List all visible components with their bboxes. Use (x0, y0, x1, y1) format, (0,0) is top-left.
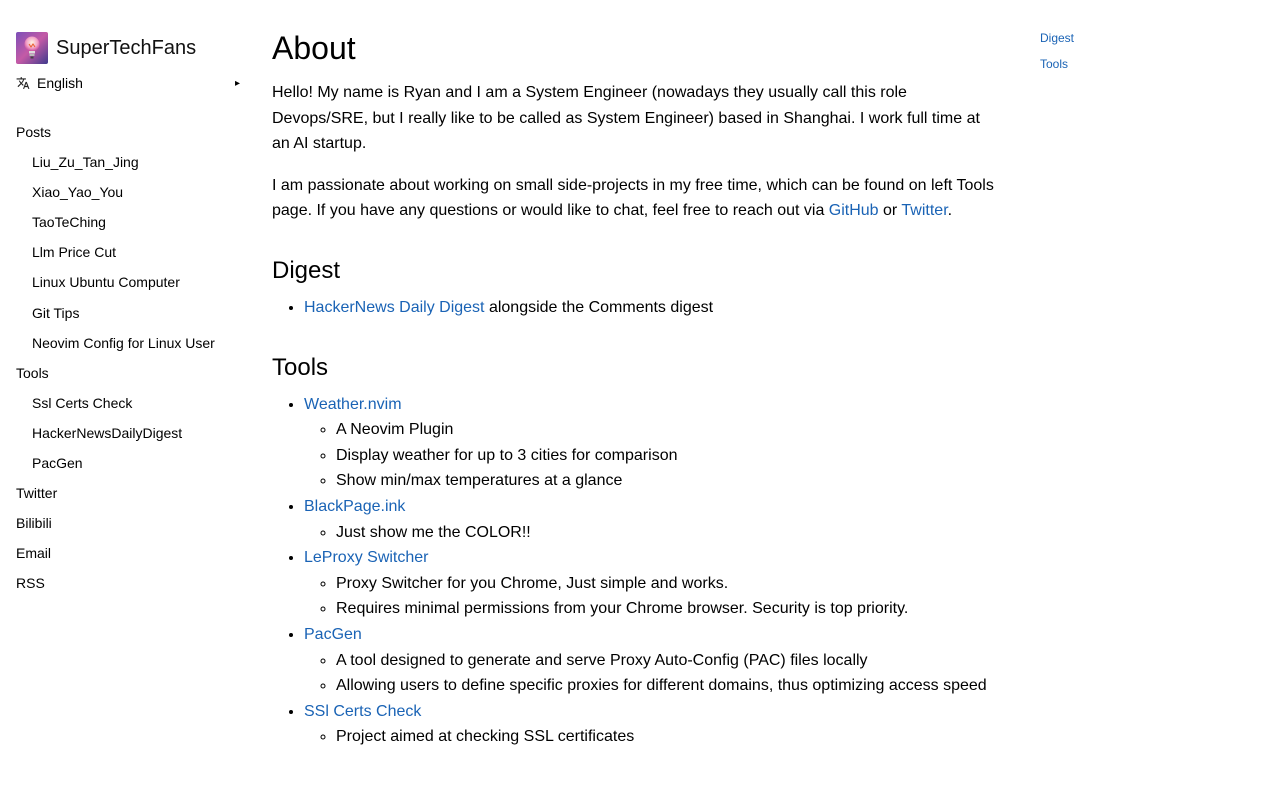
tool-detail-item: ◦ Requires minimal permissions from your Chrome browser. Security is top priority. (336, 596, 1000, 622)
tool-link-weather-nvim[interactable]: Weather.nvim (304, 395, 402, 413)
sidebar (16, 32, 242, 599)
tool-item (304, 622, 1000, 699)
tool-detail-item: ◦ Show min/max temperatures at a glance (336, 468, 1000, 494)
language-label: English (37, 75, 83, 91)
intro-paragraph: Hello! My name is Ryan and I am a System Engineer (nowadays they usually call this role Devops/SRE, but I really like to be called as System Engineer) based in Shanghai. I work full time at an AI startup. (272, 84, 980, 153)
sidebar-item-twitter[interactable]: Twitter (16, 485, 58, 502)
tool-item (304, 392, 1000, 494)
paragraph-text: I am passionate about working on small side-projects in my free time, which can be found on left Tools page. If you have any questions or would like to chat, feel free to reach out via (272, 176, 994, 220)
tool-link-leproxy-switcher[interactable]: LeProxy Switcher (304, 549, 429, 567)
tool-item (304, 699, 1000, 750)
toc-tools-link[interactable]: Tools (1040, 57, 1069, 71)
tool-link-blackpage-ink[interactable]: BlackPage.ink (304, 497, 406, 515)
side-projects-paragraph (272, 173, 1000, 224)
period-text: . (947, 202, 953, 220)
table-of-contents (1040, 29, 1074, 81)
tool-link-pacgen[interactable]: PacGen (304, 625, 362, 643)
sidebar-item-liu-zu-tan-jing[interactable]: Liu_Zu_Tan_Jing (32, 154, 139, 171)
page-title: About (272, 30, 356, 66)
sidebar-item-tools[interactable]: Tools (16, 364, 49, 381)
translate-icon (16, 76, 30, 90)
tool-details (304, 417, 1000, 494)
brand[interactable] (16, 32, 242, 64)
site-name: SuperTechFans (56, 36, 197, 59)
sidebar-item-linux-ubuntu-computer[interactable]: Linux Ubuntu Computer (32, 274, 180, 291)
hackernews-digest-link[interactable]: HackerNews Daily Digest (304, 298, 485, 316)
twitter-link[interactable]: Twitter (901, 202, 948, 220)
sidebar-item-ssl-certs-check[interactable]: Ssl Certs Check (32, 394, 133, 411)
digest-suffix: alongside the Comments digest (484, 298, 714, 316)
sidebar-nav (16, 117, 242, 599)
tool-detail-item: ◦ Proxy Switcher for you Chrome, Just simple and works. (336, 571, 1000, 597)
or-text: or (878, 202, 902, 220)
tool-item (304, 494, 1000, 545)
digest-heading: Digest (272, 256, 341, 284)
list-item (304, 295, 1000, 321)
tool-detail-item: ◦ A Neovim Plugin (336, 417, 1000, 443)
tool-item (304, 545, 1000, 622)
sidebar-item-pacgen[interactable]: PacGen (32, 455, 83, 472)
sidebar-item-rss[interactable]: RSS (16, 575, 45, 592)
sidebar-item-hackernewsdailydigest[interactable]: HackerNewsDailyDigest (32, 424, 183, 441)
sidebar-item-email[interactable]: Email (16, 545, 52, 562)
digest-list (272, 295, 1000, 321)
tool-detail-item: ◦ Allowing users to define specific proxies for different domains, thus optimizing access speed (336, 673, 1000, 699)
tools-list (272, 392, 1000, 750)
language-selector[interactable] (16, 72, 242, 94)
tool-link-ssl-certs-check[interactable]: SSl Certs Check (304, 702, 422, 720)
sidebar-item-posts[interactable]: Posts (16, 124, 52, 140)
lightbulb-logo-icon (16, 32, 48, 64)
sidebar-item-neovim-config-for-linux-user[interactable]: Neovim Config for Linux User (32, 334, 215, 351)
tool-detail-item: ◦ Just show me the COLOR!! (336, 520, 1000, 546)
sidebar-item-xiao-yao-you[interactable]: Xiao_Yao_You (32, 184, 124, 201)
tool-details (304, 520, 1000, 546)
tool-details (304, 648, 1000, 699)
tool-detail-item: ◦ A tool designed to generate and serve Proxy Auto-Config (PAC) files locally (336, 648, 1000, 674)
tools-heading: Tools (272, 353, 329, 381)
tool-detail-item: ◦ Display weather for up to 3 cities for comparison (336, 443, 1000, 469)
sidebar-item-bilibili[interactable]: Bilibili (16, 515, 52, 532)
toc-digest-link[interactable]: Digest (1040, 31, 1075, 45)
github-link[interactable]: GitHub (828, 202, 879, 220)
expand-arrow-icon[interactable]: ▸ (234, 77, 240, 89)
tool-details (304, 724, 1000, 750)
tool-details (304, 571, 1000, 622)
sidebar-item-git-tips[interactable]: Git Tips (32, 304, 80, 321)
sidebar-item-taoteching[interactable]: TaoTeChing (32, 214, 106, 231)
main-content (272, 28, 1000, 750)
tool-detail-item: ◦ Project aimed at checking SSL certificates (336, 724, 1000, 750)
sidebar-item-llm-price-cut[interactable]: Llm Price Cut (32, 244, 117, 261)
